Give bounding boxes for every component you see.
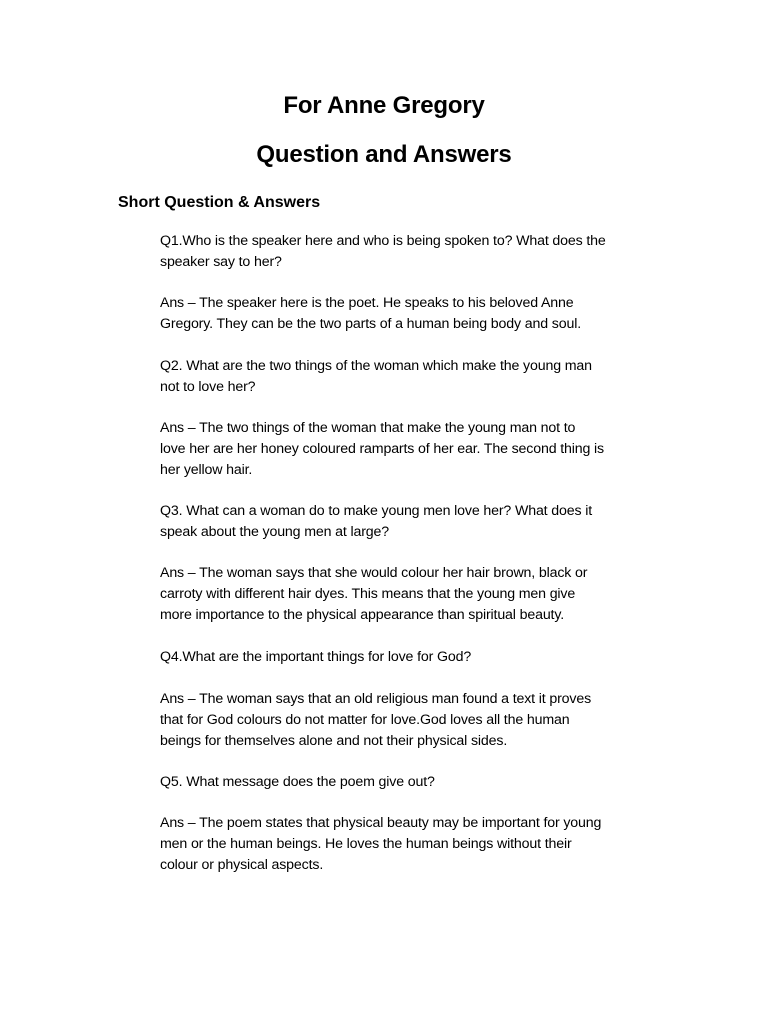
question-line: speaker say to her? xyxy=(160,254,282,270)
answer-line: more importance to the physical appearance than spiritual beauty. xyxy=(160,607,565,623)
question-5 xyxy=(160,772,660,793)
document-subtitle: Question and Answers xyxy=(256,141,512,168)
question-4 xyxy=(160,647,660,668)
question-line: Q1.Who is the speaker here and who is being spoken to? What does the xyxy=(160,233,606,249)
document-title: For Anne Gregory xyxy=(283,92,485,119)
answer-2 xyxy=(160,418,660,481)
answer-line: love her are her honey coloured ramparts of her ear. The second thing is xyxy=(160,441,604,457)
answer-line: carroty with different hair dyes. This means that the young men give xyxy=(160,586,576,602)
question-3 xyxy=(160,501,660,543)
question-line: Q2. What are the two things of the woman which make the young man xyxy=(160,358,592,374)
section-heading: Short Question & Answers xyxy=(118,194,321,211)
answer-line: that for God colours do not matter for love.God loves all the human xyxy=(160,712,570,728)
answer-3 xyxy=(160,563,660,626)
answer-line: colour or physical aspects. xyxy=(160,857,324,873)
answer-line: Ans – The two things of the woman that make the young man not to xyxy=(160,420,576,436)
answer-4 xyxy=(160,689,660,752)
answer-line: Ans – The woman says that an old religious man found a text it proves xyxy=(160,691,592,707)
answer-1 xyxy=(160,293,660,335)
answer-line: beings for themselves alone and not their physical sides. xyxy=(160,733,508,749)
question-line: Q3. What can a woman do to make young men love her? What does it xyxy=(160,503,593,519)
question-2 xyxy=(160,356,660,398)
answer-line: Ans – The speaker here is the poet. He speaks to his beloved Anne xyxy=(160,295,574,311)
question-line: speak about the young men at large? xyxy=(160,524,390,540)
answer-line: Ans – The woman says that she would colour her hair brown, black or xyxy=(160,565,588,581)
answer-5 xyxy=(160,813,660,876)
question-1 xyxy=(160,231,660,273)
answer-line: men or the human beings. He loves the human beings without their xyxy=(160,836,572,852)
answer-line: her yellow hair. xyxy=(160,462,253,478)
question-line: Q4.What are the important things for love for God? xyxy=(160,649,472,665)
question-line: Q5. What message does the poem give out? xyxy=(160,774,435,790)
question-line: not to love her? xyxy=(160,379,256,395)
answer-line: Gregory. They can be the two parts of a human being body and soul. xyxy=(160,316,581,332)
answer-line: Ans – The poem states that physical beauty may be important for young xyxy=(160,815,602,831)
